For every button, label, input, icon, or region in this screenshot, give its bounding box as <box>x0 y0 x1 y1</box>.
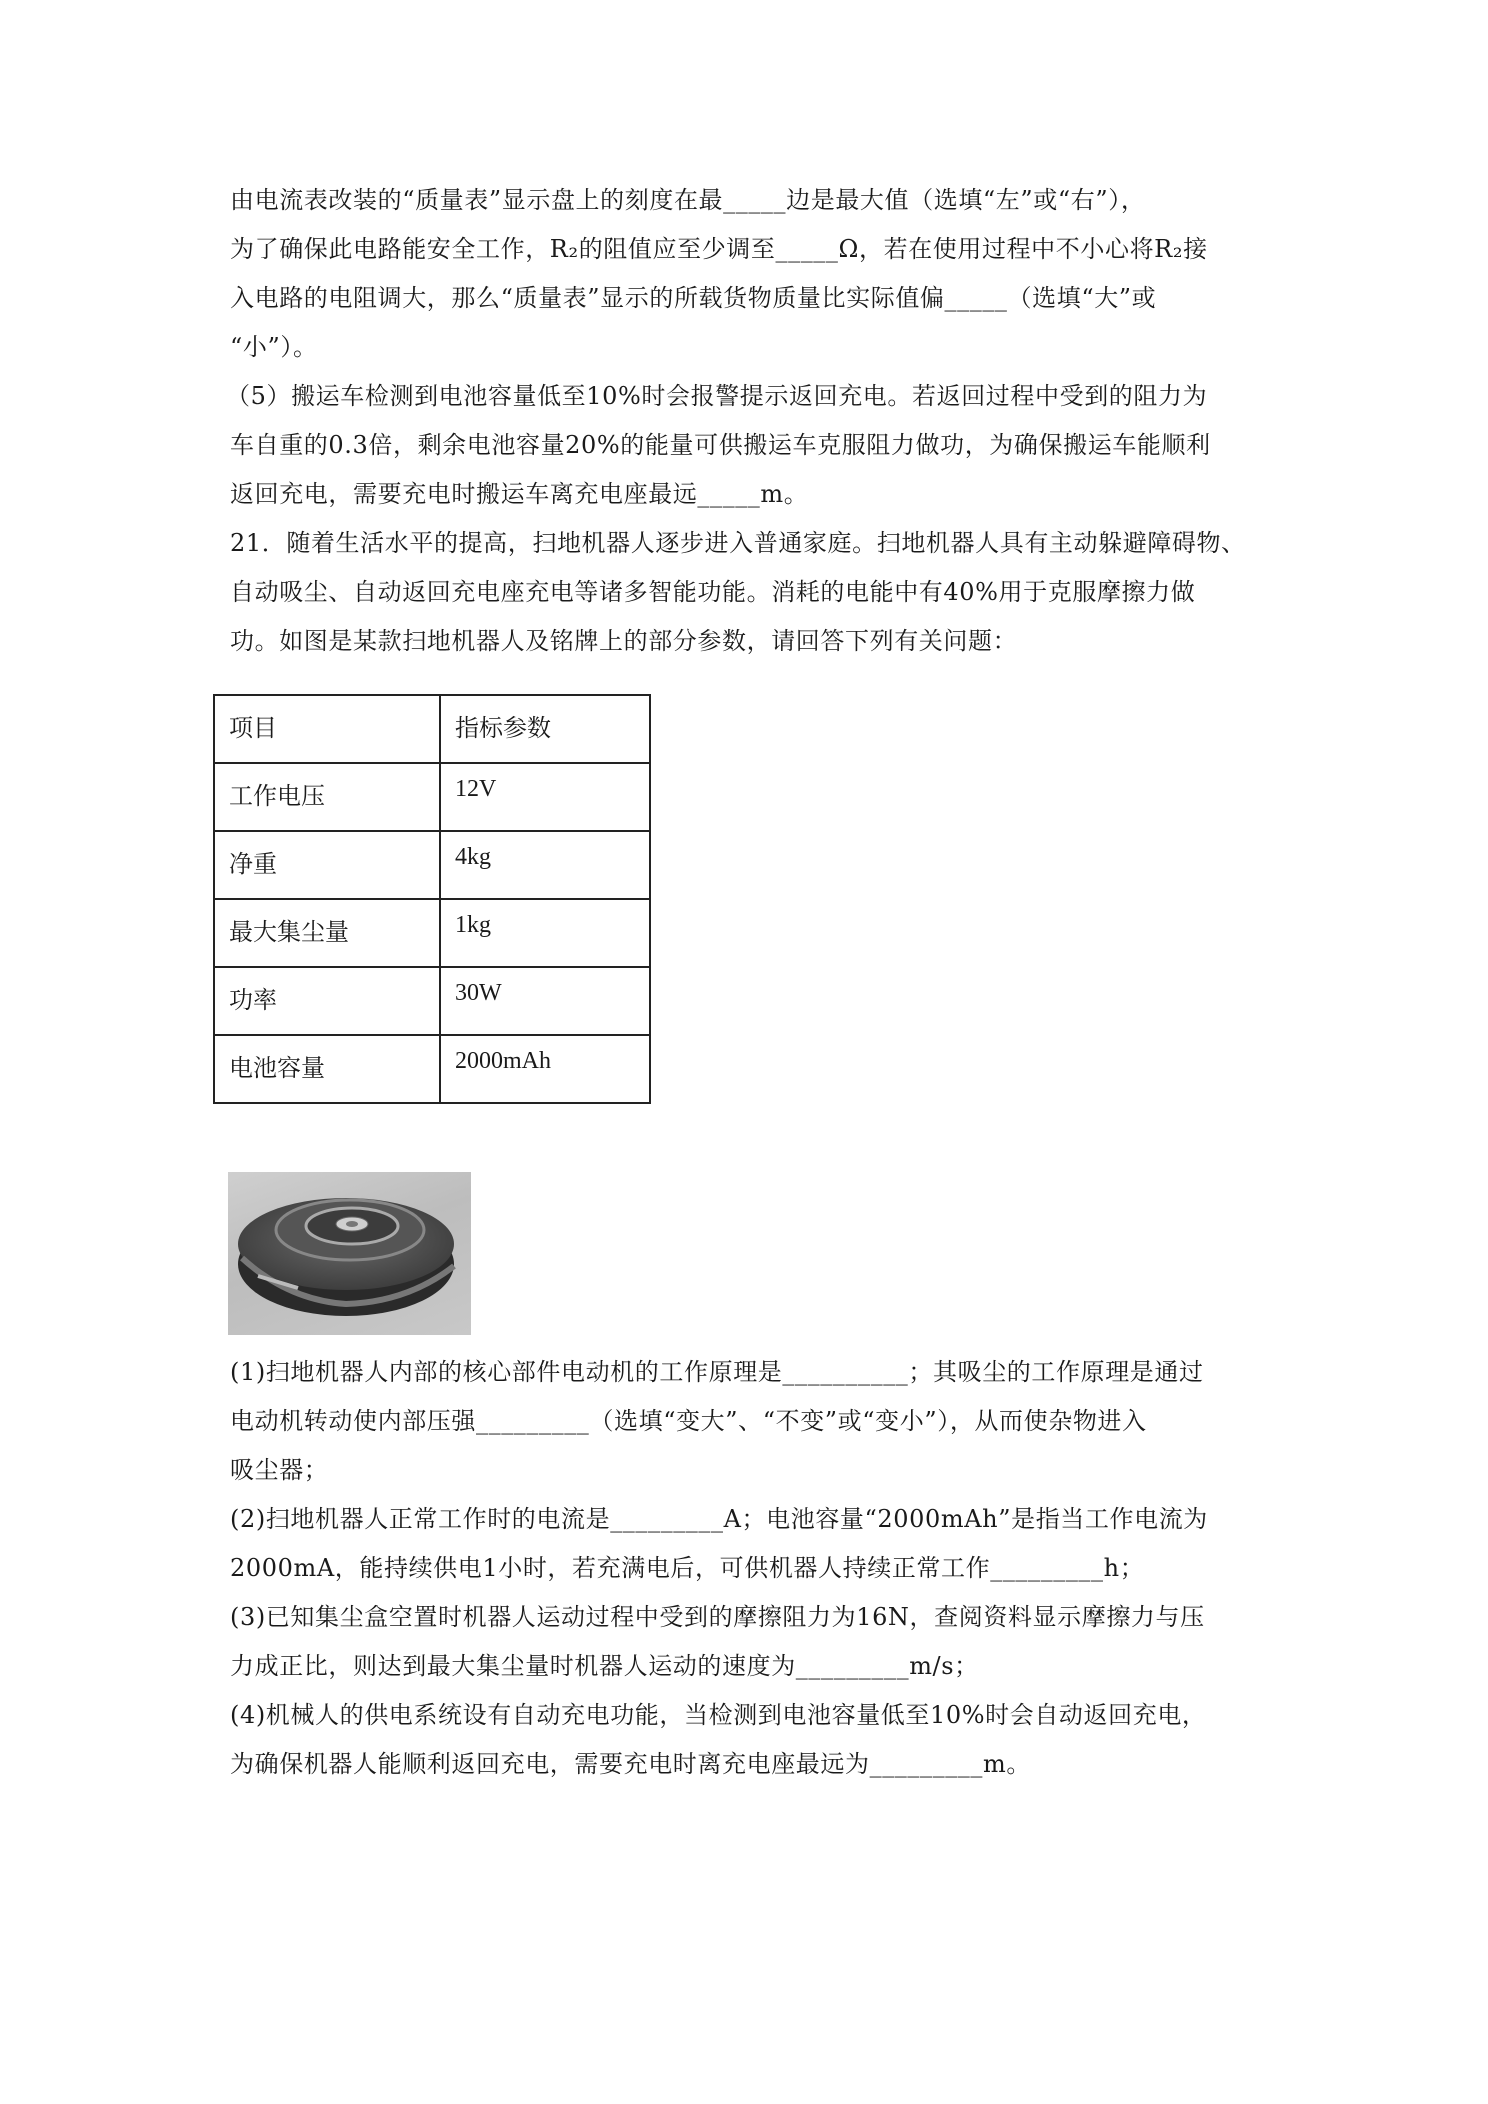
table-row <box>214 1035 650 1103</box>
table-cell: 最大集尘量 <box>214 899 440 967</box>
text-line: 功。如图是某款扫地机器人及铭牌上的部分参数，请回答下列有关问题： <box>230 627 1018 655</box>
table-row <box>214 763 650 831</box>
text-line: “小”）。 <box>230 333 318 361</box>
text-line: 自动吸尘、自动返回充电座充电等诸多智能功能。消耗的电能中有40%用于克服摩擦力做 <box>230 578 1196 606</box>
question-line: 力成正比，则达到最大集尘量时机器人运动的速度为_________m/s； <box>230 1652 979 1680</box>
table-row <box>214 967 650 1035</box>
table-header-cell: 项目 <box>214 695 440 763</box>
text-line: 由电流表改装的“质量表”显示盘上的刻度在最_____边是最大值（选填“左”或“右”）， <box>230 186 1146 214</box>
table-row <box>214 899 650 967</box>
table-cell: 1kg <box>440 899 650 967</box>
table-cell: 电池容量 <box>214 1035 440 1103</box>
robot-vacuum-illustration <box>228 1172 471 1335</box>
question-line: (3)已知集尘盒空置时机器人运动过程中受到的摩擦阻力为16N，查阅资料显示摩擦力与压 <box>230 1603 1205 1631</box>
question-line: 吸尘器； <box>230 1456 329 1484</box>
table-cell: 2000mAh <box>440 1035 650 1103</box>
question-line: 为确保机器人能顺利返回充电，需要充电时离充电座最远为_________m。 <box>230 1750 1031 1778</box>
question-line: (4)机械人的供电系统设有自动充电功能，当检测到电池容量低至10%时会自动返回充电， <box>230 1701 1207 1729</box>
text-line: 入电路的电阻调大，那么“质量表”显示的所载货物质量比实际值偏_____（选填“大”或 <box>230 284 1157 312</box>
text-line: （5）搬运车检测到电池容量低至10%时会报警提示返回充电。若返回过程中受到的阻力为 <box>226 382 1208 410</box>
spec-table <box>213 694 651 1104</box>
question-line: (1)扫地机器人内部的核心部件电动机的工作原理是__________；其吸尘的工作原理是通过 <box>230 1358 1204 1386</box>
question-line: (2)扫地机器人正常工作时的电流是_________A；电池容量“2000mAh”是指当工作电流为 <box>230 1505 1208 1533</box>
top-paragraphs <box>226 176 1280 666</box>
table-cell: 12V <box>440 763 650 831</box>
table-cell: 工作电压 <box>214 763 440 831</box>
text-line: 为了确保此电路能安全工作，R₂的阻值应至少调至_____Ω，若在使用过程中不小心将R₂接 <box>230 235 1208 263</box>
question-line: 2000mA，能持续供电1小时，若充满电后，可供机器人持续正常工作_________h； <box>230 1554 1145 1582</box>
robot-vacuum-image <box>228 1172 471 1335</box>
table-cell: 30W <box>440 967 650 1035</box>
table-row <box>214 831 650 899</box>
table-cell: 功率 <box>214 967 440 1035</box>
table-row <box>214 695 650 763</box>
question-line: 电动机转动使内部压强_________（选填“变大”、“不变”或“变小”），从而使杂物进入 <box>230 1407 1147 1435</box>
text-line: 车自重的0.3倍，剩余电池容量20%的能量可供搬运车克服阻力做功，为确保搬运车能顺利 <box>230 431 1211 459</box>
table-cell: 4kg <box>440 831 650 899</box>
table-header-cell: 指标参数 <box>440 695 650 763</box>
question-list <box>230 1348 1280 1789</box>
question-21-line: 21．随着生活水平的提高，扫地机器人逐步进入普通家庭。扫地机器人具有主动躲避障碍物、 <box>230 529 1246 557</box>
text-line: 返回充电，需要充电时搬运车离充电座最远_____m。 <box>230 480 809 508</box>
table-cell: 净重 <box>214 831 440 899</box>
